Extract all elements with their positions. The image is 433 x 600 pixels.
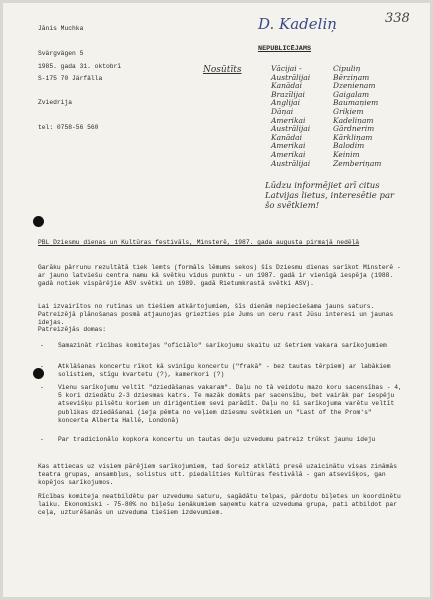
section-title: PBL Dziesmu dienas un Kultūras festivāls, Minsterē, 1987. gada augusta pirmajā nedēļā <box>38 239 360 246</box>
punch-hole-top <box>33 216 44 227</box>
document-page <box>3 3 430 597</box>
recipient-name: Gaigalam <box>333 89 370 99</box>
bullet-text: Samazināt rīcības komitejas "oficiālo" sarīkojumu skaitu uz šetriem vakara sarīkojumiem <box>58 342 387 349</box>
header-stamp: NEPUBLICĒJAMS <box>258 45 312 53</box>
recipient-country: Vācijai - <box>271 64 302 73</box>
sender-country: Zviedrija <box>38 99 73 107</box>
sender-name: Jānis Muchka <box>38 25 84 33</box>
letter-date: 1985. gada 31. oktobrī <box>38 63 122 70</box>
bullet-text: Par tradicionālo kopkora koncertu un tautas deju uzvedumu patreiz trūkst jaunu ideju <box>58 436 376 443</box>
recipient-name: Bērziņam <box>333 72 370 82</box>
recipient-country: Austrālijai <box>271 158 311 168</box>
sender-block <box>38 9 102 148</box>
bullet-text: Atklāšanas koncertu rīkot kā svinīgu koncertu ("frakā" - bez tautas tērpiem) ar labākiem solistiem, stīgu kvartetu (?), kamerkori (?) <box>58 363 391 379</box>
recipient-country: Anglijai <box>271 98 301 108</box>
paragraph-1: Garāku pārrunu rezultātā tiek lemts (formāls lēmums sekos) šīs Dziesmu dienas sarīkot Minsterē - ar jauno latviešu centra namu kā svētku vidus punktu - un 1987. gadā ir vienīgā iespēja (1988. gadā notiek vispārējie ASV svētki un 1989. gadā Rietumkrastā svētki ASV). <box>38 264 401 288</box>
handwritten-name: D. Kadeliņ <box>258 15 337 33</box>
recipients-list <box>271 65 421 168</box>
page-number: 338 <box>385 11 410 26</box>
handwritten-note: Nosūtīts <box>203 65 242 75</box>
recipient-name: Keinim <box>333 149 360 159</box>
bullet-item <box>40 363 403 379</box>
bullet-dash: - <box>40 436 44 443</box>
recipient-country: Kanādai <box>271 132 303 142</box>
recipient-name: Baumaņiem <box>333 98 379 108</box>
recipient-name: Griķiem <box>333 106 364 116</box>
recipient-country: Amerikai <box>271 141 306 151</box>
recipient-name: Balodim <box>333 141 365 151</box>
recipient-country: Dāņai <box>271 106 294 116</box>
bullet-item <box>40 342 403 350</box>
bullet-dash: - <box>40 363 44 370</box>
recipient-name: Cipuliņ <box>333 64 361 73</box>
recipient-name: Kārkliņam <box>333 132 373 142</box>
handwritten-footer: Lūdzu informējiet arī citus Latvijas lietus, interesētie par šo svētkiem! <box>265 181 395 211</box>
recipient-country: Amerikai <box>271 149 306 159</box>
paragraph-2: Lai izvairītos no rutīnas un tiešiem atkārtojumiem, šīs dienām nepieciešama jauns saturs. Patreizējā plānošanas posmā atjaunojas griezties pie Jums un ceru rast Jūsu interesi un jaunas idejas. <box>38 303 394 327</box>
sender-city: S-175 70 Järfälla <box>38 74 103 82</box>
bullet-text: Vienu sarīkojumu veltīt "dziedāšanas vakaram". Daļu no tā veidotu mazo koru sacensības - 4, 5 kori dziedātu 2-3 dziesmas katrs. Te mazāk domāts par sacensību, bet vairāk par iespēju atsevišķu pilsētu koriem un diriģentiem sevi parādīt. Daļu no šī sarīkojuma varētu veltīt publikas dziedāšanai (ieja pēmta no veļiem dziesmu svētkiem un "Last of the Prom's" koncerta Alberta Hallē, Londonā) <box>58 384 402 424</box>
recipient-name: Zemberiņam <box>333 158 382 168</box>
paragraph-4: Kas attiecas uz visiem pārējiem sarīkojumiem, tad šoreiz atklāti presē uzaicinātu visas zināmās teatra grupas, ansambļus, solistus utt. piedalīties Kultūras festivālā - gan atsevišķos, gan kopējos sarīkojumos. <box>38 463 397 487</box>
bullet-item <box>40 436 403 444</box>
recipient-name: Kadeliņam <box>333 115 374 125</box>
paragraph-3-heading: Patreizējās domas: <box>38 326 107 333</box>
recipient-country: Amerikai <box>271 115 306 125</box>
sender-street: Svärgvägen 5 <box>38 50 84 58</box>
recipient-country: Austrālijai <box>271 72 311 82</box>
bullet-item <box>40 384 403 425</box>
recipient-country: Austrālijai <box>271 124 311 134</box>
recipient-name: Dzenienam <box>333 81 376 91</box>
recipient-name: Gārdnerim <box>333 124 375 134</box>
sender-phone: tel: 0758-56 560 <box>38 123 99 131</box>
recipient-row <box>271 160 421 169</box>
bullet-dash: - <box>40 342 44 349</box>
bullet-dash: - <box>40 384 44 391</box>
recipient-country: Kanādai <box>271 81 303 91</box>
recipient-country: Brazīlijai <box>271 89 305 99</box>
paragraph-5: Rīcības komiteja neatbildētu par uzvedumu saturu, sagādātu telpas, pārdotu biļetes un koordinētu laiku. Ekonomiski - 75-80% no biļešu ienākumiem saņemtu katra uzveduma grupa, pati atbildot par ceļa, uzturēšanās un uzveduma tiešiem izdevumiem. <box>38 493 401 517</box>
